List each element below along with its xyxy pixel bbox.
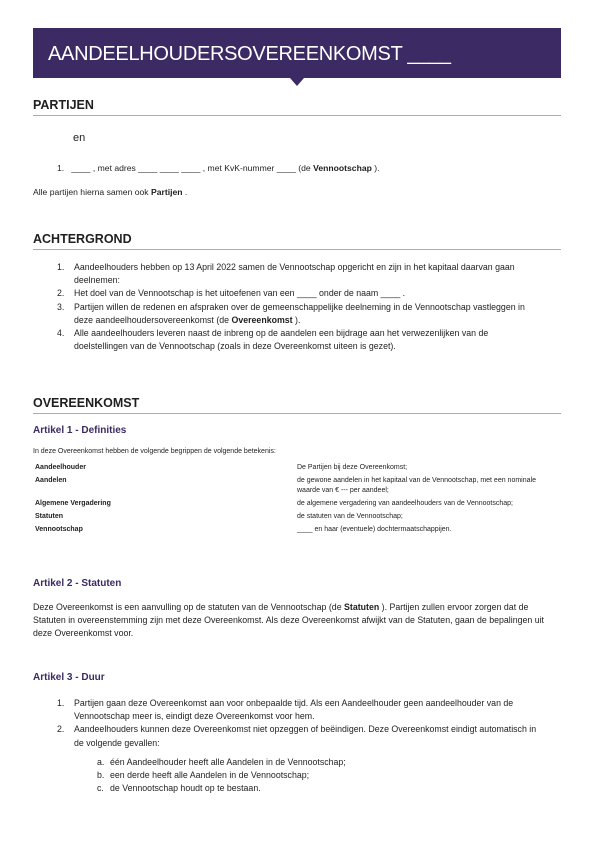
document-title: AANDEELHOUDERSOVEREENKOMST ____	[48, 43, 451, 65]
article-3-list	[40, 697, 540, 750]
section-heading-overeenkomst: OVEREENKOMST	[33, 396, 561, 414]
article-3-title: Artikel 3 - Duur	[33, 672, 105, 683]
partijen-summary: Alle partijen hierna samen ook Partijen .	[33, 187, 188, 197]
title-banner	[33, 28, 561, 78]
article-3-sublist	[40, 756, 540, 796]
article-2-title: Artikel 2 - Statuten	[33, 578, 122, 589]
list-item: 1. Partijen gaan deze Overeenkomst aan voor onbepaalde tijd. Als een Aandeelhouder geen aandeelhouder van de Vennootschap meer is, eindigt deze Overeenkomst voor hem.	[57, 698, 514, 722]
definitions-table	[33, 462, 561, 537]
list-item: 3. Partijen willen de redenen en afspraken over de gemeenschappelijke deelneming in de Vennootschap vastleggen in deze aandeelhoudersovereenkomst (de Overeenkomst ).	[57, 301, 525, 325]
table-row: Aandeelhouder De Partijen bij deze Overeenkomst;	[35, 464, 408, 471]
term-statuten: Statuten	[344, 602, 380, 612]
achtergrond-list	[40, 261, 540, 353]
table-row: Statuten de statuten van de Vennootschap;	[35, 513, 403, 520]
section-heading-achtergrond: ACHTERGROND	[33, 232, 561, 250]
banner-notch	[290, 78, 304, 86]
list-item: b. een derde heeft alle Aandelen in de Vennootschap;	[97, 770, 310, 781]
table-row: Vennootschap ____ en haar (eventuele) dochtermaatschappijen.	[35, 526, 452, 533]
partijen-en: en	[73, 132, 86, 144]
article-1-title: Artikel 1 - Definities	[33, 425, 127, 436]
article-1-intro: In deze Overeenkomst hebben de volgende begrippen de volgende betekenis:	[33, 448, 276, 455]
section-heading-partijen: PARTIJEN	[33, 98, 561, 116]
partij-item-1: 1. ____ , met adres ____ ____ ____ , met KvK-nummer ____ (de Vennootschap ).	[57, 163, 380, 173]
table-row: Aandelen de gewone aandelen in het kapitaal van de Vennootschap, met een nominale waarde van € --- per aandeel;	[35, 477, 536, 494]
term-overeenkomst: Overeenkomst	[231, 314, 293, 325]
term-vennootschap: Vennootschap	[313, 163, 372, 173]
term-partijen: Partijen	[151, 187, 183, 197]
list-item: a. één Aandeelhouder heeft alle Aandelen in de Vennootschap;	[97, 757, 346, 767]
list-item: 2. Het doel van de Vennootschap is het uitoefenen van een ____ onder de naam ____ .	[57, 288, 406, 299]
list-item: 2. Aandeelhouders kunnen deze Overeenkomst niet opzeggen of beëindigen. Deze Overeenkomst eindigt automatisch in de volgende gevallen:	[57, 724, 537, 748]
list-item: 1. Aandeelhouders hebben op 13 April 2022 samen de Vennootschap opgericht en zijn in het kapitaal daarvan gaan deelnemen:	[57, 262, 515, 286]
table-row: Algemene Vergadering de algemene vergadering van aandeelhouders van de Vennootschap;	[35, 500, 513, 507]
list-item: c. de Vennootschap houdt op te bestaan.	[97, 783, 261, 794]
list-item: 4. Alle aandeelhouders leveren naast de inbreng op de aandelen een bijdrage aan het verwezenlijken van de doelstellingen van de Vennootschap (zoals in deze Overeenkomst uiteen is gezet).	[57, 328, 489, 352]
article-2-text: Deze Overeenkomst is een aanvulling op de statuten van de Vennootschap (de Statuten ). Partijen zullen ervoor zorgen dat de Statuten in overeenstemming zijn met deze Overeenkomst. Als deze Overeenkomst afwijkt van de Statuten, gaan de bepalingen uit deze Overeenkomst voor.	[33, 602, 544, 639]
